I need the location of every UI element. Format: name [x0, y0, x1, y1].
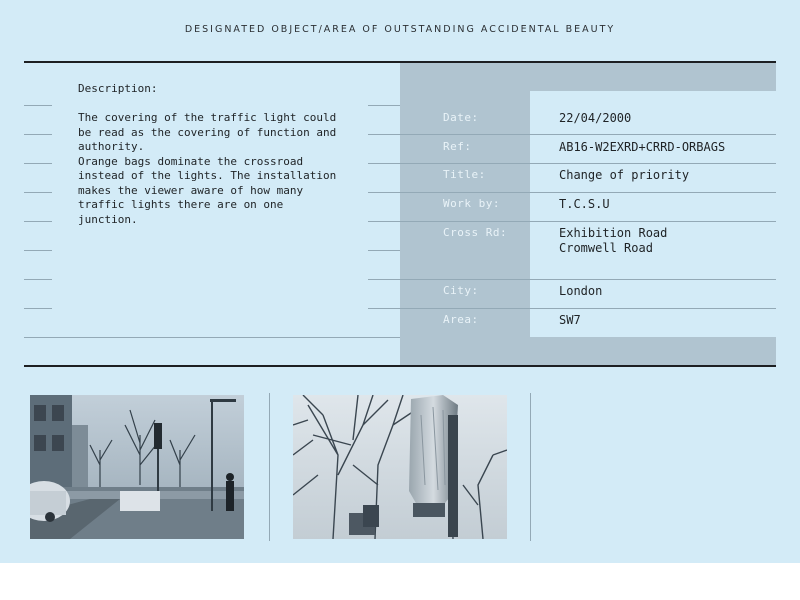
- left-margin-line: [24, 221, 52, 222]
- area-label: Area:: [443, 313, 479, 326]
- field-row-line: [400, 134, 776, 135]
- desc-right-line: [368, 105, 400, 106]
- left-margin-line: [24, 279, 52, 280]
- field-row-line: [400, 163, 776, 164]
- description-paragraph: Orange bags dominate the crossroad instead of the lights. The installation makes the viewer aware of how many traffic lights there are on one junction.: [78, 154, 337, 226]
- left-margin-line: [24, 134, 52, 135]
- left-margin-line: [24, 250, 52, 251]
- bottom-rule: [24, 365, 776, 367]
- desc-right-line: [368, 279, 400, 280]
- desc-right-line: [368, 163, 400, 164]
- field-value-panel: [530, 91, 776, 337]
- desc-right-line: [368, 308, 400, 309]
- city-value: London: [559, 284, 603, 298]
- desc-right-line: [368, 221, 400, 222]
- description-bottom-line: [24, 337, 400, 338]
- crossroad-photo: [30, 395, 244, 539]
- page-title: DESIGNATED OBJECT/AREA OF OUTSTANDING ACCIDENTAL BEAUTY: [184, 24, 616, 35]
- work-by-label: Work by:: [443, 197, 500, 210]
- cross-rd-label: Cross Rd:: [443, 226, 508, 239]
- field-row-line: [400, 192, 776, 193]
- left-margin-line: [24, 308, 52, 309]
- desc-right-line: [368, 192, 400, 193]
- left-margin-line: [24, 163, 52, 164]
- area-value: SW7: [559, 313, 581, 327]
- left-margin-line: [24, 105, 52, 106]
- ref-value: AB16-W2EXRD+CRRD-ORBAGS: [559, 140, 726, 154]
- date-value: 22/04/2000: [559, 111, 632, 125]
- photo-divider: [530, 393, 531, 541]
- photo-divider: [269, 393, 270, 541]
- title-value: Change of priority: [559, 168, 690, 182]
- left-margin-line: [24, 192, 52, 193]
- covered-traffic-light-photo: [293, 395, 507, 539]
- field-row-line: [400, 221, 776, 222]
- desc-right-line: [368, 134, 400, 135]
- crossroad-photo-image: [30, 395, 244, 539]
- cross-rd-value-2: Cromwell Road: [559, 241, 653, 255]
- work-by-value: T.C.S.U: [559, 197, 610, 211]
- city-label: City:: [443, 284, 479, 297]
- date-label: Date:: [443, 111, 479, 124]
- desc-right-line: [368, 250, 400, 251]
- title-label: Title:: [443, 168, 486, 181]
- ref-label: Ref:: [443, 140, 472, 153]
- cross-rd-value-1: Exhibition Road: [559, 226, 668, 240]
- field-row-line: [400, 279, 776, 280]
- covered-light-photo-image: [293, 395, 507, 539]
- description-label: Description:: [78, 82, 158, 95]
- description-text: [78, 111, 348, 227]
- field-row-line: [400, 308, 776, 309]
- description-paragraph: The covering of the traffic light could be read as the covering of function and authority.: [78, 111, 337, 153]
